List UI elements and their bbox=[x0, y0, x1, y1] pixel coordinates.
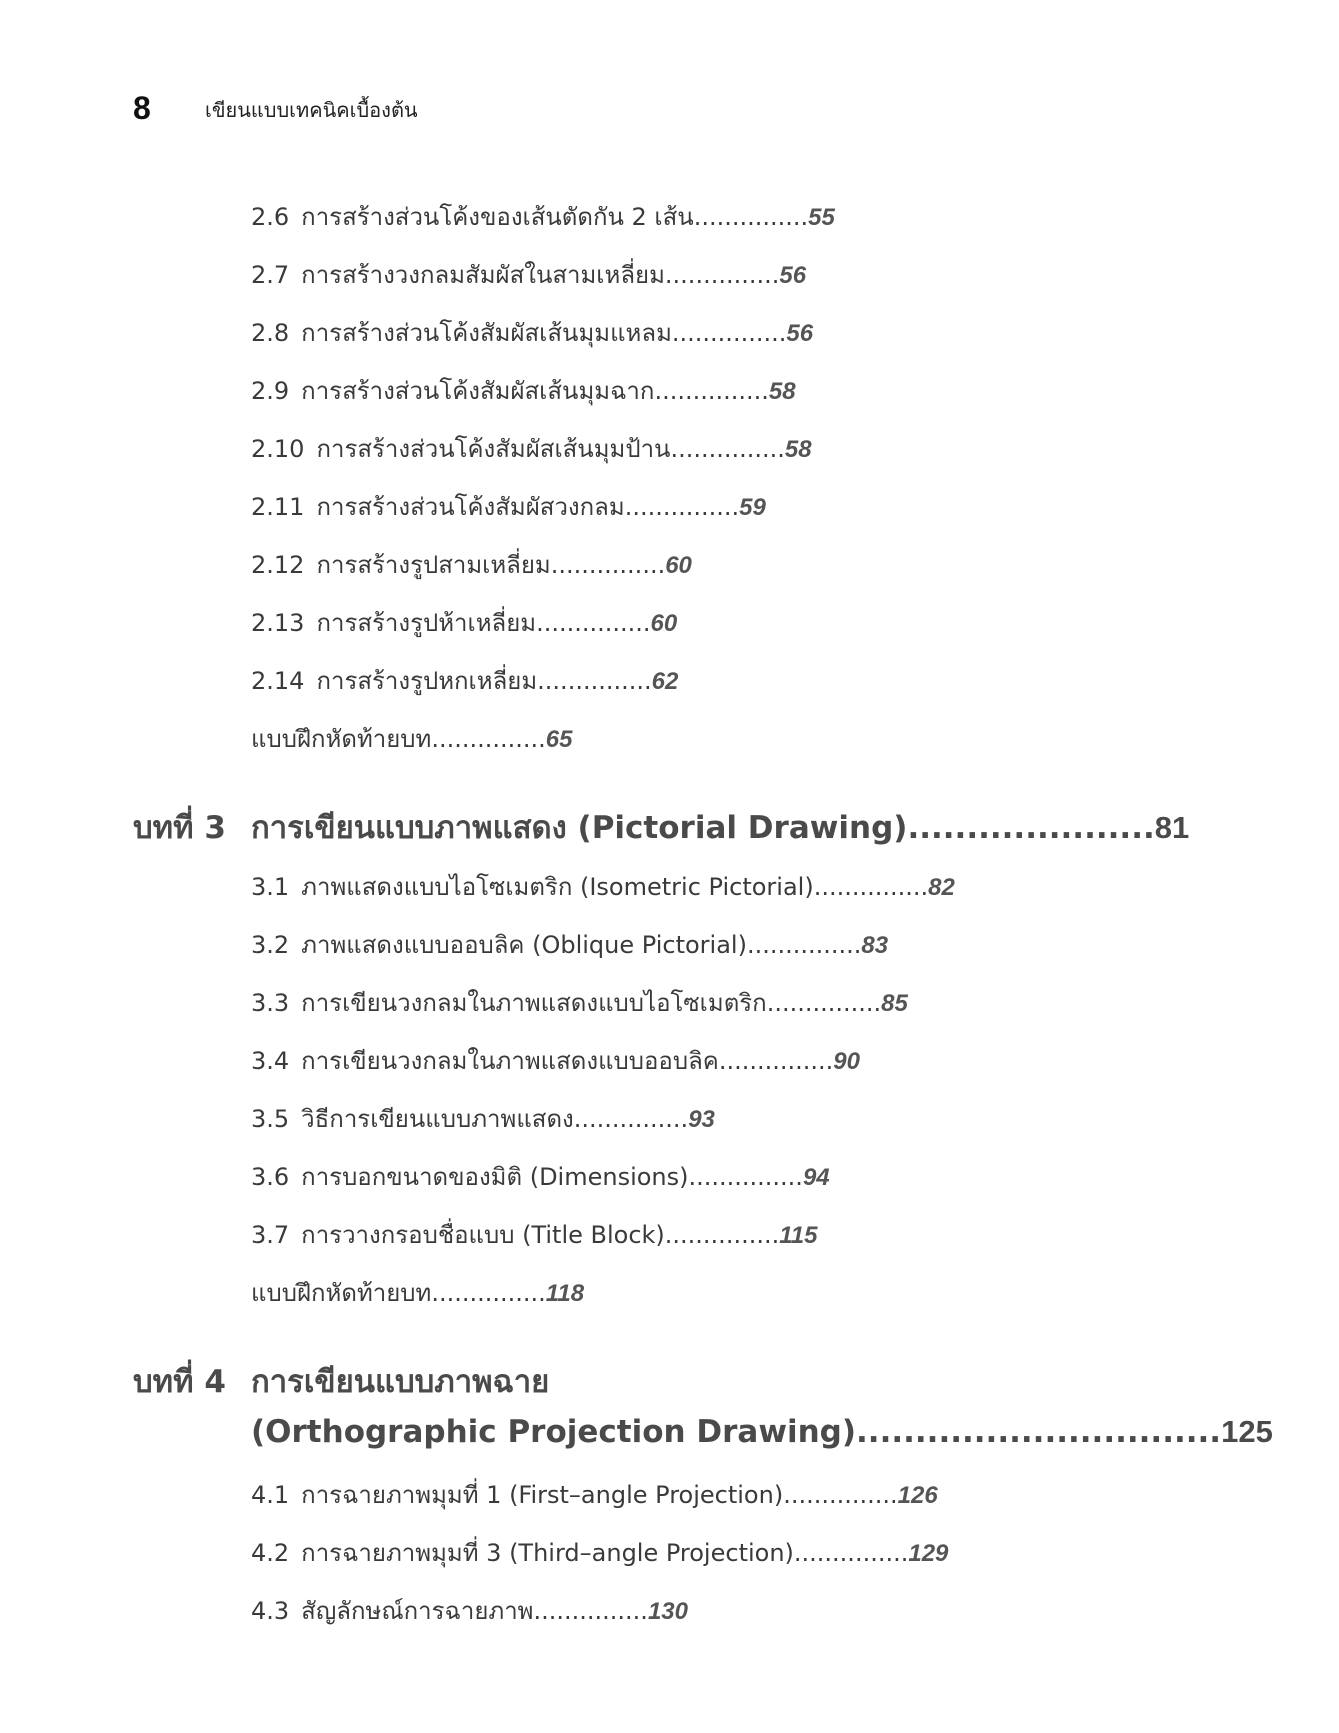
toc-entry-number: 2.11 bbox=[251, 493, 305, 521]
toc-entry-title: ภาพแสดงแบบออบลิค (Oblique Pictorial) bbox=[301, 931, 747, 959]
toc-entry bbox=[251, 1160, 830, 1195]
toc-entry bbox=[251, 986, 908, 1021]
toc-entry-title: การวางกรอบชื่อแบบ (Title Block) bbox=[301, 1221, 665, 1249]
toc-entry-leader: ............... bbox=[793, 1539, 909, 1567]
toc-entry-title: การเขียนวงกลมในภาพแสดงแบบไอโซเมตริก bbox=[301, 989, 767, 1017]
toc-entry bbox=[251, 1218, 817, 1253]
toc-entry-leader: ............... bbox=[431, 1279, 546, 1307]
toc-entry-leader: ............... bbox=[693, 203, 809, 231]
toc-entry-title: การสร้างส่วนโค้งสัมผัสเส้นมุมฉาก bbox=[301, 377, 655, 405]
toc-entry-title: การสร้างส่วนโค้งของเส้นตัดกัน 2 เส้น bbox=[301, 203, 694, 231]
toc-entry-page: 58 bbox=[784, 436, 812, 463]
running-header-title: เขียนแบบเทคนิคเบื้องต้น bbox=[205, 98, 418, 122]
toc-entry bbox=[251, 606, 677, 641]
toc-entry-page: 58 bbox=[768, 378, 796, 405]
toc-entry-number: 4.3 bbox=[251, 1597, 290, 1625]
toc-entry-leader: ............... bbox=[550, 551, 666, 579]
toc-entry bbox=[251, 258, 806, 293]
toc-entry-title: การฉายภาพมุมที่ 3 (Third–angle Projection) bbox=[301, 1539, 794, 1567]
toc-entry-leader: ............... bbox=[664, 261, 780, 289]
toc-entry-number: 2.9 bbox=[251, 377, 290, 405]
chapter-label: บทที่ 3 bbox=[133, 810, 226, 846]
toc-entry bbox=[251, 1536, 948, 1571]
toc-entry-title: แบบฝึกหัดท้ายบท bbox=[251, 725, 432, 753]
toc-entry-page: 129 bbox=[908, 1540, 949, 1567]
toc-entry-page: 82 bbox=[928, 874, 955, 901]
toc-entry-leader: ............... bbox=[536, 609, 651, 637]
toc-entry-page: 55 bbox=[808, 204, 835, 231]
toc-entry-page: 60 bbox=[665, 552, 692, 579]
toc-entry bbox=[251, 432, 812, 467]
toc-entry-page: 83 bbox=[861, 932, 889, 959]
chapter-leader: ............................... bbox=[856, 1414, 1222, 1450]
toc-entry-leader: ............... bbox=[537, 667, 652, 695]
toc-entry-leader: ............... bbox=[664, 1221, 780, 1249]
chapter-label: บทที่ 4 bbox=[133, 1364, 226, 1400]
toc-entry-leader: ............... bbox=[783, 1481, 898, 1509]
toc-entry-title: การสร้างรูปหกเหลี่ยม bbox=[316, 667, 538, 695]
toc-entry-title: การสร้างรูปห้าเหลี่ยม bbox=[316, 609, 537, 637]
toc-entry-page: 56 bbox=[779, 262, 807, 289]
toc-entry-number: 2.6 bbox=[251, 203, 290, 231]
toc-entry-page: 118 bbox=[545, 1280, 585, 1307]
toc-entry-number: 3.3 bbox=[251, 989, 290, 1017]
toc-entry-page: 90 bbox=[833, 1048, 860, 1075]
toc-entry-leader: ............... bbox=[533, 1597, 648, 1625]
toc-entry-page: 126 bbox=[897, 1482, 938, 1509]
toc-entry-leader: ............... bbox=[813, 873, 929, 901]
toc-entry-number: 3.7 bbox=[251, 1221, 290, 1249]
toc-entry-leader: ............... bbox=[654, 377, 769, 405]
toc-entry-number: 3.1 bbox=[251, 873, 290, 901]
page-number: 8 bbox=[133, 90, 151, 126]
toc-entry-page: 56 bbox=[786, 320, 814, 347]
chapter-title: การเขียนแบบภาพฉาย bbox=[251, 1364, 550, 1400]
toc-entry bbox=[251, 374, 796, 409]
toc-entry-leader: ............... bbox=[670, 435, 785, 463]
toc-entry-number: 4.1 bbox=[251, 1481, 290, 1509]
toc-entry-number: 4.2 bbox=[251, 1539, 290, 1567]
toc-entry-title: การเขียนวงกลมในภาพแสดงแบบออบลิค bbox=[301, 1047, 719, 1075]
toc-entry bbox=[251, 316, 813, 351]
chapter-leader: ..................... bbox=[907, 810, 1155, 846]
toc-entry-title: ภาพแสดงแบบไอโซเมตริก (Isometric Pictorial) bbox=[301, 873, 814, 901]
toc-entry-number: 2.12 bbox=[251, 551, 305, 579]
toc-entry bbox=[251, 928, 888, 963]
toc-entry-number: 3.6 bbox=[251, 1163, 290, 1191]
toc-entry-page: 62 bbox=[651, 668, 679, 695]
toc-entry-leader: ............... bbox=[431, 725, 546, 753]
toc-entry-leader: ............... bbox=[688, 1163, 803, 1191]
toc-entry-number: 2.13 bbox=[251, 609, 305, 637]
toc-entry-title: การสร้างส่วนโค้งสัมผัสเส้นมุมแหลม bbox=[301, 319, 672, 347]
toc-entry-leader: ............... bbox=[624, 493, 740, 521]
toc-entry-title: การบอกขนาดของมิติ (Dimensions) bbox=[301, 1163, 689, 1191]
chapter-page: 81 bbox=[1154, 810, 1190, 845]
toc-entry bbox=[251, 870, 955, 905]
toc-entry bbox=[251, 1044, 860, 1079]
toc-entry-number: 2.8 bbox=[251, 319, 290, 347]
toc-entry-number: 3.4 bbox=[251, 1047, 290, 1075]
chapter-heading-continuation bbox=[251, 1410, 1273, 1454]
toc-entry bbox=[251, 664, 678, 699]
chapter-title-english: (Orthographic Projection Drawing) bbox=[251, 1414, 857, 1450]
toc-entry bbox=[251, 1594, 688, 1629]
toc-entry-leader: ............... bbox=[718, 1047, 834, 1075]
toc-entry-number: 2.10 bbox=[251, 435, 305, 463]
toc-entry-exercises bbox=[251, 1276, 584, 1311]
toc-entry-page: 93 bbox=[688, 1106, 715, 1133]
toc-entry-number: 2.7 bbox=[251, 261, 290, 289]
chapter-heading bbox=[133, 806, 1189, 850]
toc-entry-leader: ............... bbox=[766, 989, 882, 1017]
toc-entry-title: แบบฝึกหัดท้ายบท bbox=[251, 1279, 432, 1307]
chapter-heading bbox=[133, 1360, 549, 1404]
toc-entry-leader: ............... bbox=[671, 319, 787, 347]
toc-entry-page: 60 bbox=[650, 610, 678, 637]
toc-entry-exercises bbox=[251, 722, 573, 757]
toc-entry-page: 65 bbox=[545, 726, 573, 753]
toc-entry-number: 3.2 bbox=[251, 931, 290, 959]
chapter-page: 125 bbox=[1221, 1414, 1273, 1449]
toc-entry-page: 115 bbox=[779, 1222, 818, 1249]
toc-entry-page: 94 bbox=[802, 1164, 830, 1191]
toc-entry-title: วิธีการเขียนแบบภาพแสดง bbox=[301, 1105, 574, 1133]
toc-entry-title: การสร้างรูปสามเหลี่ยม bbox=[316, 551, 551, 579]
chapter-title: การเขียนแบบภาพแสดง (Pictorial Drawing) bbox=[251, 810, 908, 846]
toc-entry-title: การสร้างส่วนโค้งสัมผัสวงกลม bbox=[316, 493, 625, 521]
toc-entry-number: 2.14 bbox=[251, 667, 305, 695]
toc-entry-title: การสร้างส่วนโค้งสัมผัสเส้นมุมป้าน bbox=[316, 435, 671, 463]
toc-entry-title: การฉายภาพมุมที่ 1 (First–angle Projection) bbox=[301, 1481, 784, 1509]
toc-entry-page: 130 bbox=[647, 1598, 688, 1625]
toc-entry-number: 3.5 bbox=[251, 1105, 290, 1133]
toc-entry-page: 59 bbox=[739, 494, 766, 521]
toc-entry bbox=[251, 200, 835, 235]
toc-entry-title: การสร้างวงกลมสัมผัสในสามเหลี่ยม bbox=[301, 261, 665, 289]
toc-entry-title: สัญลักษณ์การฉายภาพ bbox=[301, 1597, 534, 1625]
toc-entry-leader: ............... bbox=[746, 931, 862, 959]
toc-entry bbox=[251, 548, 692, 583]
toc-entry-page: 85 bbox=[881, 990, 908, 1017]
toc-entry bbox=[251, 490, 766, 525]
toc-entry bbox=[251, 1102, 715, 1137]
toc-entry bbox=[251, 1478, 938, 1513]
toc-entry-leader: ............... bbox=[573, 1105, 689, 1133]
